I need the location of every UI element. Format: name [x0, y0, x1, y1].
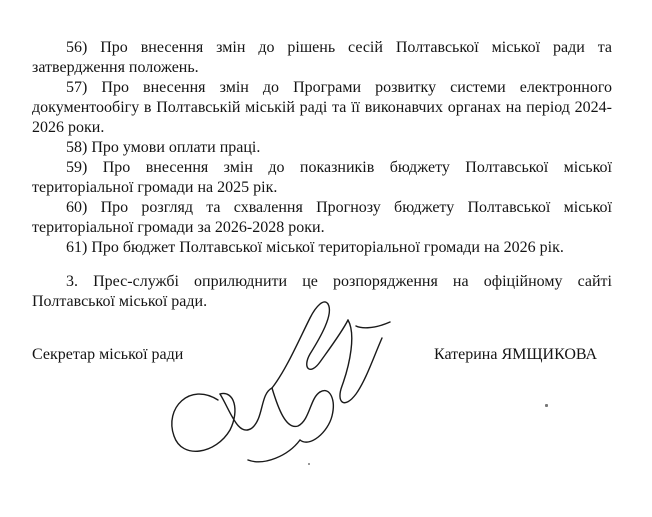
- list-item: 57) Про внесення змін до Програми розвитку системи електронного документообігу в Полтавській міській раді та її виконавчих органах на період 2024-2026 роки.: [32, 79, 612, 136]
- list-item: 56) Про внесення змін до рішень сесій Полтавської міської ради та затвердження положень.: [32, 39, 612, 76]
- list-item: 61) Про бюджет Полтавської міської територіальної громади на 2026 рік.: [66, 239, 564, 256]
- list-item: 60) Про розгляд та схвалення Прогнозу бюджету Полтавської міської територіальної громади за 2026-2028 роки.: [32, 199, 612, 236]
- point-3-paragraph: 3. Прес-службі оприлюднити це розпорядження на офіційному сайті Полтавської міської ради.: [32, 273, 612, 310]
- scan-speck: [545, 404, 548, 407]
- signatory-position: Секретар міської ради: [32, 346, 184, 363]
- handwritten-signature: [160, 290, 400, 480]
- scan-speck: [308, 463, 310, 465]
- list-item: 58) Про умови оплати праці.: [66, 139, 261, 156]
- list-item: 59) Про внесення змін до показників бюджету Полтавської міської територіальної громади на 2025 рік.: [32, 159, 612, 196]
- signatory-name: Катерина ЯМЩИКОВА: [434, 346, 598, 363]
